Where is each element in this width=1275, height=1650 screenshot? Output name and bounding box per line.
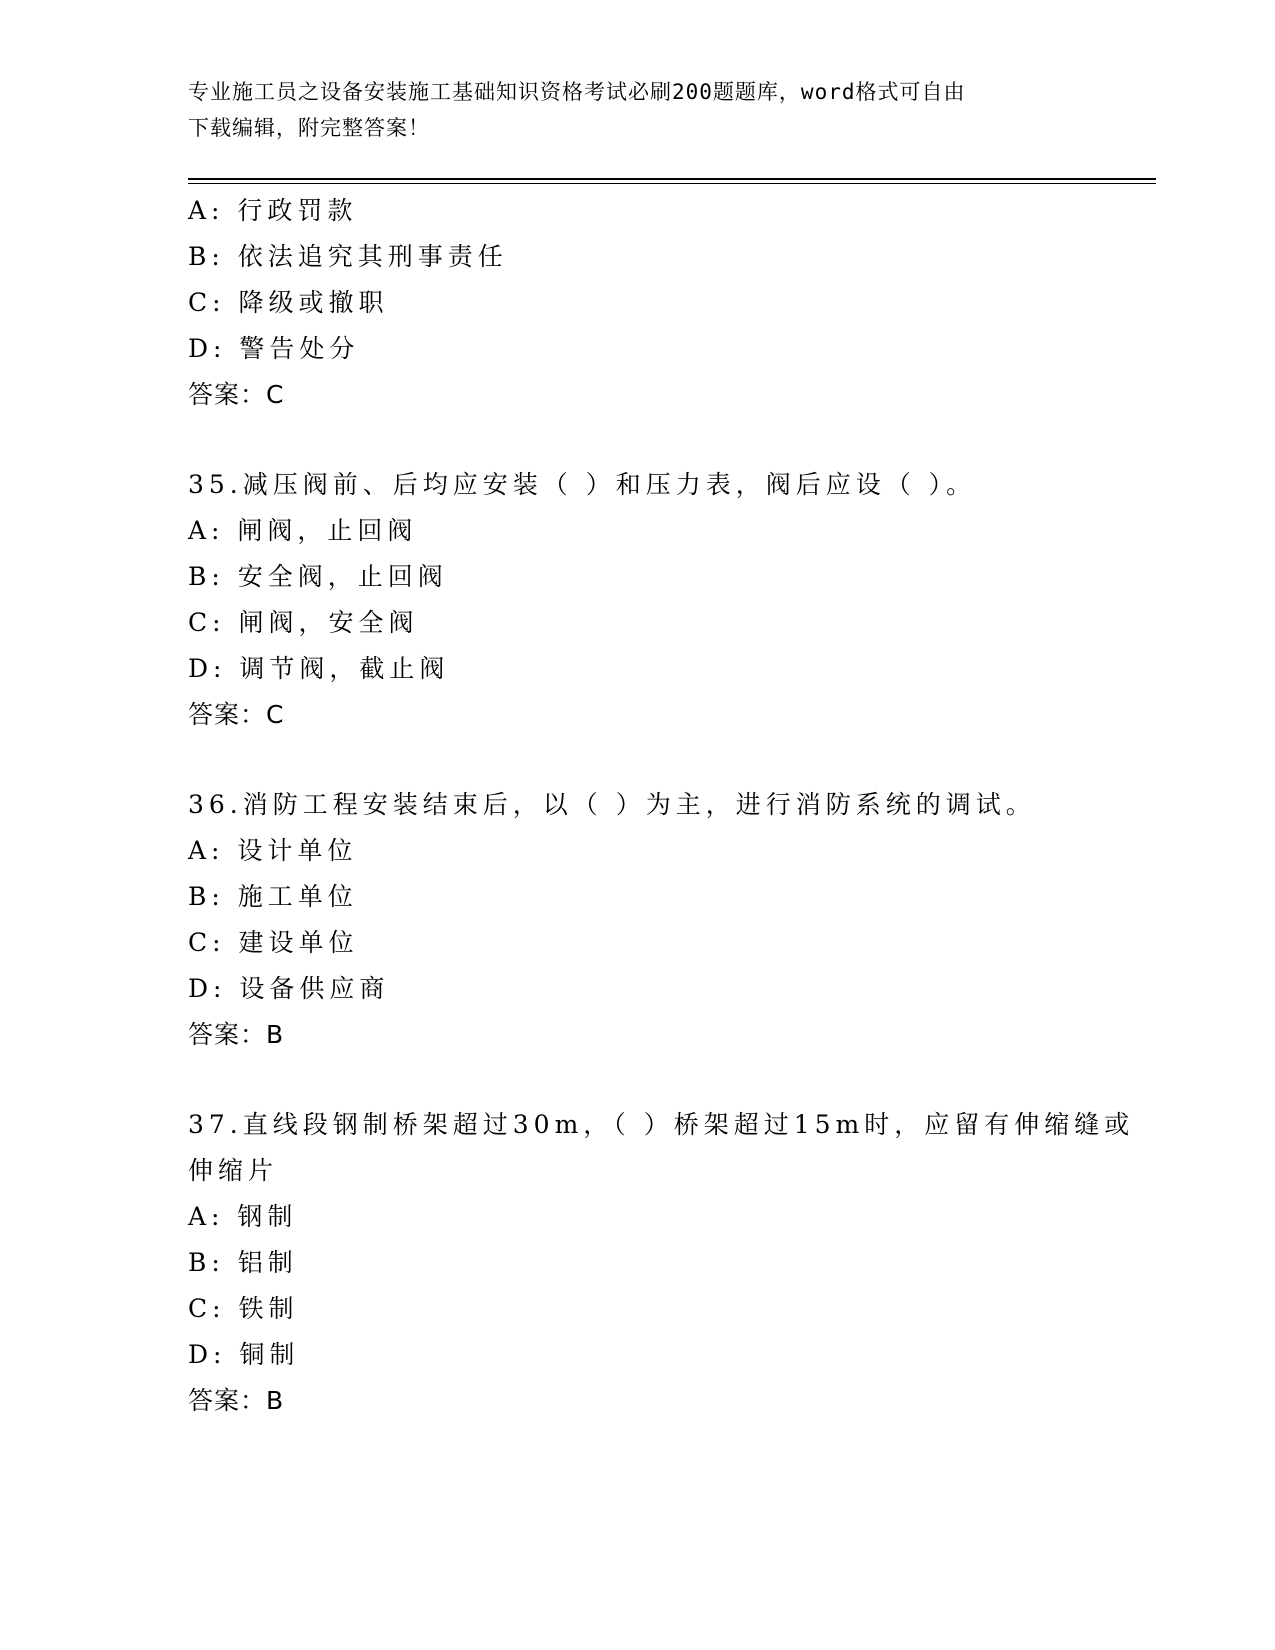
option-c: C: 建设单位 — [188, 928, 359, 957]
option-a: A: 闸阀，止回阀 — [188, 516, 418, 545]
option-a: A: 钢制 — [188, 1202, 298, 1231]
option-b: B: 安全阀，止回阀 — [188, 562, 448, 591]
header-line-2: 下载编辑，附完整答案！ — [188, 116, 430, 140]
option-d: D: 设备供应商 — [188, 974, 390, 1003]
option-d: D: 调节阀，截止阀 — [188, 654, 450, 683]
header-divider-thin — [188, 183, 1156, 184]
option-b: B: 铝制 — [188, 1248, 298, 1277]
option-a: A: 设计单位 — [188, 836, 358, 865]
answer-line: 答案：B — [188, 1386, 285, 1415]
document-page — [188, 0, 1168, 1650]
header-line-1: 专业施工员之设备安装施工基础知识资格考试必刷200题题库，word格式可自由 — [188, 80, 966, 104]
option-b: B: 依法追究其刑事责任 — [188, 242, 508, 271]
question-list — [188, 188, 1168, 1424]
option-c: C: 降级或撤职 — [188, 288, 389, 317]
option-c: C: 铁制 — [188, 1294, 299, 1323]
question-text-line-1: 37.直线段钢制桥架超过30m，（ ）桥架超过15m时，应留有伸缩缝或 — [188, 1110, 1135, 1139]
question-35 — [188, 462, 1168, 738]
answer-line: 答案：B — [188, 1020, 285, 1049]
answer-line: 答案：C — [188, 380, 285, 409]
option-d: D: 铜制 — [188, 1340, 300, 1369]
question-34 — [188, 188, 1168, 418]
option-a: A: 行政罚款 — [188, 196, 358, 225]
question-36 — [188, 782, 1168, 1058]
header-divider-thick — [188, 178, 1156, 180]
question-text: 36.消防工程安装结束后，以（ ）为主，进行消防系统的调试。 — [188, 790, 1036, 819]
question-37 — [188, 1102, 1168, 1424]
answer-line: 答案：C — [188, 700, 285, 729]
option-d: D: 警告处分 — [188, 334, 360, 363]
question-text: 35.减压阀前、后均应安装（ ）和压力表，阀后应设（ ）。 — [188, 470, 977, 499]
option-b: B: 施工单位 — [188, 882, 358, 911]
option-c: C: 闸阀，安全阀 — [188, 608, 419, 637]
document-header — [188, 74, 1068, 146]
question-text-line-2: 伸缩片 — [188, 1156, 279, 1185]
